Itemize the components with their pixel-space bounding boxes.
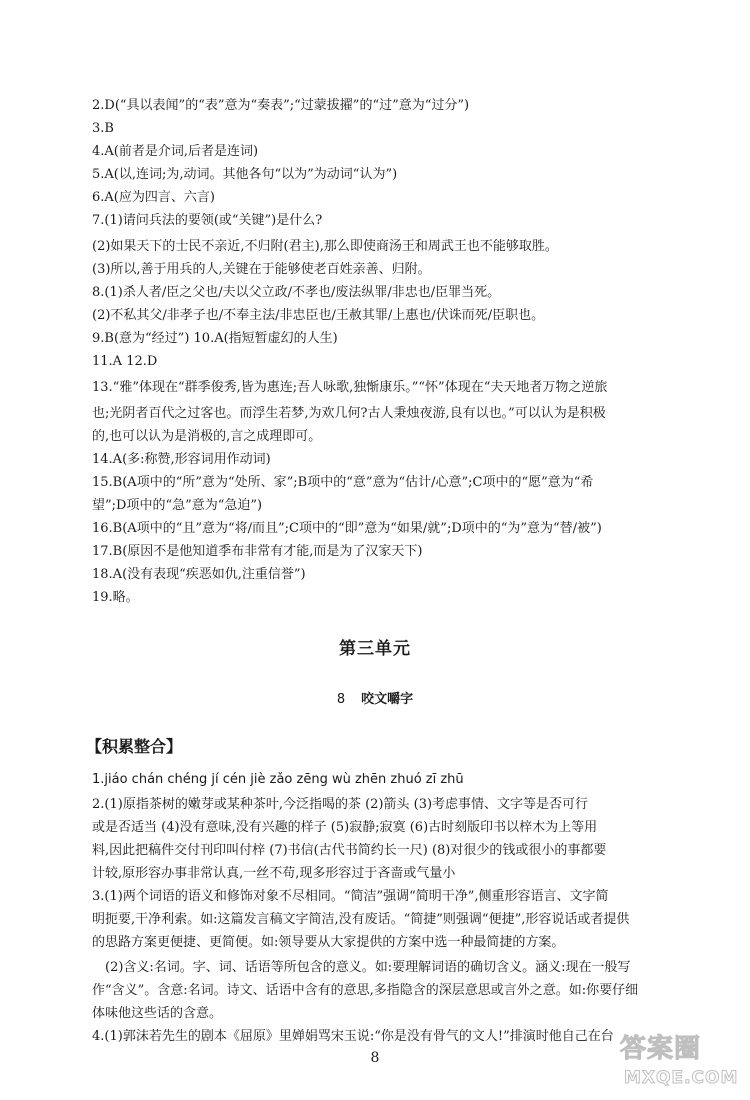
watermark-logo bbox=[612, 1026, 742, 1094]
answer-line: 8.(1)杀人者/臣之父也/夫以父立政/不孝也/废法纵罪/非忠也/臣罪当死。 bbox=[92, 285, 501, 300]
answer-line: 4.A(前者是介词,后者是连词) bbox=[92, 144, 259, 159]
answer-line: 7.(1)请问兵法的要领(或“关键”)是什么? bbox=[92, 213, 323, 228]
answer-line: 也;光阴者百代之过客也。而浮生若梦,为欢几何?古人秉烛夜游,良有以也。”可以认为是积极 bbox=[92, 406, 606, 421]
accum-line: 或是否适当 (4)没有意味,没有兴趣的样子 (5)寂静;寂寞 (6)古时刻版印书以梓木为上等用 bbox=[92, 820, 598, 835]
pinyin-line: 1.jiáo chán chéng jí cén jiè zǎo zēng wù zhēn zhuó zī zhū bbox=[92, 772, 464, 787]
answer-line: 13.“雅”体现在“群季俊秀,皆为惠连;吾人咏歌,独惭康乐。”“怀”体现在“夫天地者万物之逆旅 bbox=[92, 380, 608, 395]
answer-line: (3)所以,善于用兵的人,关键在于能够使老百姓亲善、归附。 bbox=[92, 262, 431, 277]
answer-line: (2)不私其父/非孝子也/不奉主法/非忠臣也/王赦其罪/上惠也/伏诛而死/臣职也。 bbox=[92, 308, 545, 323]
accum-line: 体味他这些话的含意。 bbox=[92, 1006, 223, 1021]
answer-line: (2)如果天下的士民不亲近,不归附(君主),那么即使商汤王和周武王也不能够取胜。 bbox=[92, 239, 558, 254]
page-number: 8 bbox=[370, 1050, 380, 1066]
section-heading: 【积累整合】 bbox=[86, 737, 183, 756]
accum-line: 的思路方案更便捷、更简便。如:领导要从大家提供的方案中选一种最简捷的方案。 bbox=[92, 935, 565, 950]
answer-line: 17.B(原因不是他知道季布非常有才能,而是为了汉家天下) bbox=[92, 544, 423, 559]
lesson-title bbox=[0, 688, 750, 707]
answer-line: 2.D(“具以表闻”的“表”意为“奏表”;“过蒙拔擢”的“过”意为“过分”) bbox=[92, 98, 470, 113]
accum-line: (2)含义:名词。字、词、话语等所包含的意义。如:要理解词语的确切含义。涵义:现在一般写 bbox=[105, 960, 631, 975]
watermark-domain: MXQE.COM bbox=[624, 1068, 739, 1088]
answer-line: 6.A(应为四言、六言) bbox=[92, 190, 215, 205]
accum-line: 2.(1)原指茶树的嫩芽或某种茶叶,今泛指喝的茶 (2)箭头 (3)考虑事情、文字等是否可行 bbox=[92, 797, 589, 812]
answer-line: 19.略。 bbox=[92, 590, 139, 605]
unit-title: 第三单元 bbox=[339, 639, 411, 659]
answer-line: 望”;D项中的“急”意为“急迫”) bbox=[92, 498, 263, 513]
accum-line: 明扼要,干净利索。如:这篇发言稿文字简洁,没有废话。“简捷”则强调“便捷”,形容说话或者提供 bbox=[92, 912, 630, 927]
answer-line: 5.A(以,连词;为,动词。其他各句“以为”为动词“认为”) bbox=[92, 167, 398, 182]
accum-line: 料,因此把稿件交付刊印叫付梓 (7)书信(古代书简约长一尺) (8)对很少的钱或很小的事都要 bbox=[92, 843, 607, 858]
accum-line: 计较,原形容办事非常认真,一丝不苟,现多形容过于吝啬或气量小 bbox=[92, 866, 456, 881]
answer-line: 9.B(意为“经过”) 10.A(指短暂虚幻的人生) bbox=[92, 331, 338, 346]
answer-line: 14.A(多:称赞,形容词用作动词) bbox=[92, 452, 271, 467]
watermark-brand: 答案圈 bbox=[620, 1034, 702, 1064]
answer-line: 的,也可以认为是消极的,言之成理即可。 bbox=[92, 429, 322, 444]
accum-line: 4.(1)郭沫若先生的剧本《屈原》里婵娟骂宋玉说:“你是没有骨气的文人!”排演时他自己在台 bbox=[92, 1029, 614, 1044]
accum-line: 3.(1)两个词语的语义和修饰对象不尽相同。“简洁”强调“简明干净”,侧重形容语言、文字简 bbox=[92, 889, 609, 904]
accum-line: 作“含义”。含意:名词。诗文、话语中含有的意思,多指隐含的深层意思或言外之意。如:你要仔细 bbox=[92, 983, 639, 998]
lesson-name: 咬文嚼字 bbox=[361, 692, 414, 707]
answer-line: 11.A 12.D bbox=[92, 354, 158, 369]
lesson-number: 8 bbox=[336, 692, 346, 707]
answer-line: 16.B(A项中的“且”意为“将/而且”;C项中的“即”意为“如果/就”;D项中的“为”意为“替/被”) bbox=[92, 521, 602, 536]
answer-line: 15.B(A项中的“所”意为“处所、家”;B项中的“意”意为“估计/心意”;C项中的“愿”意为“希 bbox=[92, 475, 594, 490]
answer-line: 3.B bbox=[92, 121, 114, 136]
answer-line: 18.A(没有表现“疾恶如仇,注重信誉”) bbox=[92, 567, 306, 582]
